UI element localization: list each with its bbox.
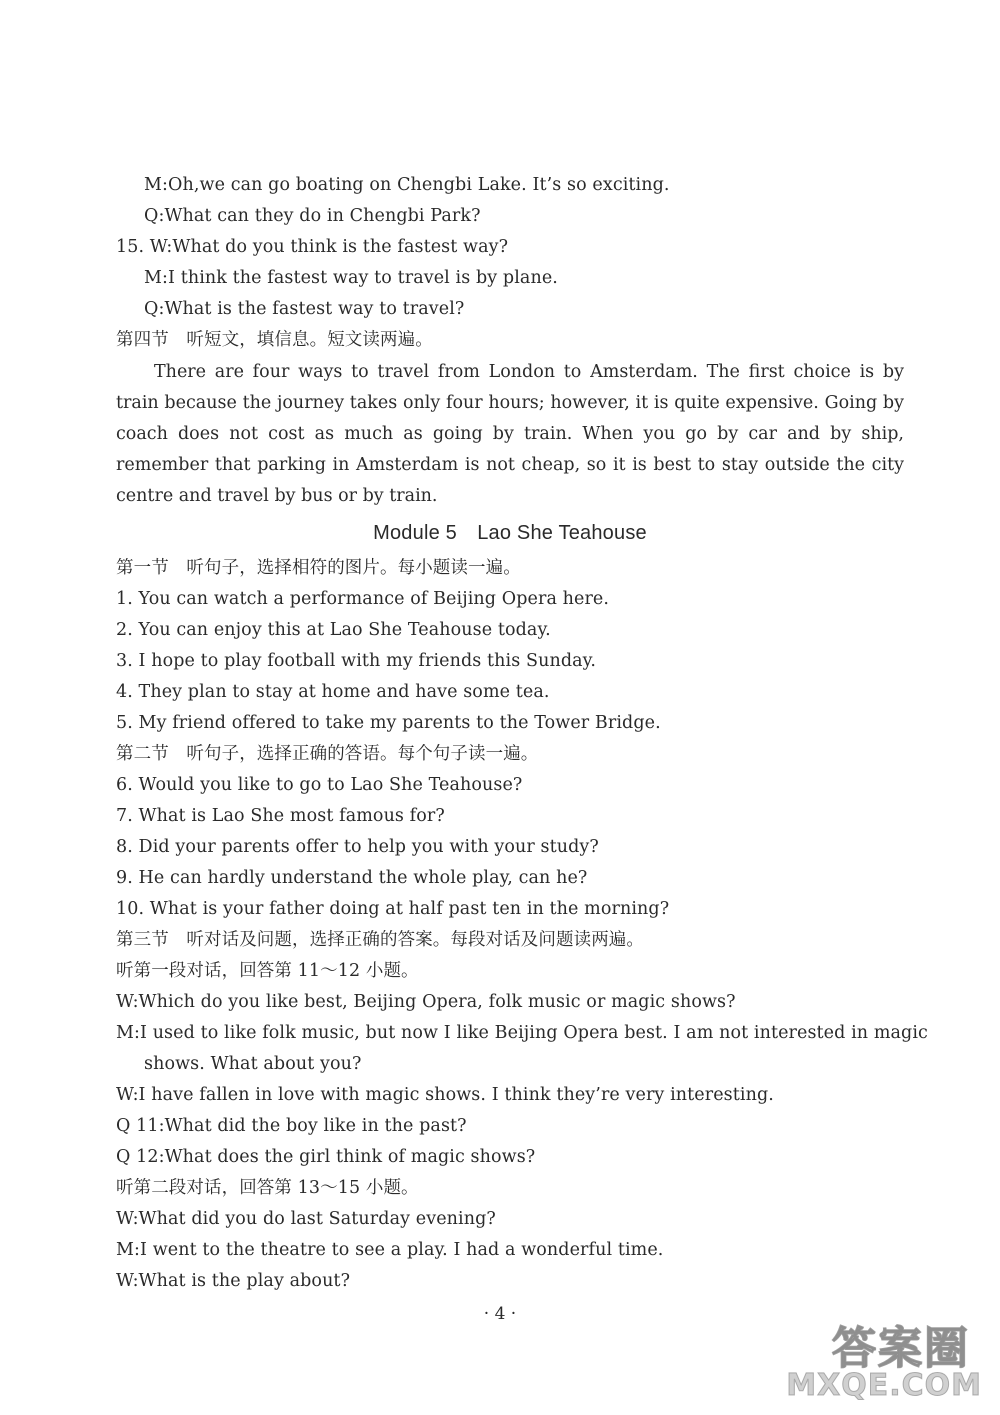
question-item: 10. What is your father doing at half past ten in the morning? [116, 899, 670, 919]
question-item: 3. I hope to play football with my friends this Sunday. [116, 651, 596, 671]
question-line: Q 12:What does the girl think of magic shows? [116, 1147, 536, 1167]
dialogue-line-continued: shows. What about you? [144, 1054, 362, 1074]
dialogue-heading: 听第二段对话，回答第 13～15 小题。 [116, 1178, 419, 1198]
question-item: 8. Did your parents offer to help you with your study? [116, 837, 599, 857]
question-item: 2. You can enjoy this at Lao She Teahouse today. [116, 620, 551, 640]
watermark-en: MXQE.COM [786, 1368, 982, 1403]
dialogue-line: W:What is the play about? [116, 1271, 351, 1291]
question-item: 1. You can watch a performance of Beijing Opera here. [116, 589, 610, 609]
section-heading: 第一节 听句子，选择相符的图片。每小题读一遍。 [116, 558, 521, 578]
question-item: 9. He can hardly understand the whole play, can he? [116, 868, 588, 888]
dialogue-line: M:I used to like folk music, but now I like Beijing Opera best. I am not interested in magic [116, 1023, 928, 1043]
dialogue-line: M:Oh,we can go boating on Chengbi Lake. It’s so exciting. [144, 175, 670, 195]
watermark-logo [760, 1312, 990, 1408]
dialogue-line: M:I think the fastest way to travel is by plane. [144, 268, 558, 288]
question-item-15: 15. W:What do you think is the fastest way? [116, 237, 509, 257]
section-heading: 第二节 听句子，选择正确的答语。每个句子读一遍。 [116, 744, 539, 764]
dialogue-line: W:I have fallen in love with magic shows. I think they’re very interesting. [116, 1085, 774, 1105]
question-item: 6. Would you like to go to Lao She Teahouse? [116, 775, 523, 795]
dialogue-heading: 听第一段对话，回答第 11～12 小题。 [116, 961, 419, 981]
section-heading: 第三节 听对话及问题，选择正确的答案。每段对话及问题读两遍。 [116, 930, 644, 950]
listening-passage: There are four ways to travel from London to Amsterdam. The first choice is by train because the journey takes only four hours; however, it is quite expensive. Going by coach does not cost as much as going by train. When you go by car and by ship, remember that parking in Amsterdam is not cheap, so it is best to stay outside the city centre and travel by bus or by train. [116, 362, 904, 506]
section-heading: 第四节 听短文，填信息。短文读两遍。 [116, 330, 433, 350]
dialogue-line: W:Which do you like best, Beijing Opera, folk music or magic shows? [116, 992, 736, 1012]
dialogue-line: W:What did you do last Saturday evening? [116, 1209, 496, 1229]
question-item: 4. They plan to stay at home and have some tea. [116, 682, 550, 702]
module-title: Module 5 Lao She Teahouse [373, 522, 647, 544]
question-item: 7. What is Lao She most famous for? [116, 806, 445, 826]
question-line: Q:What is the fastest way to travel? [144, 299, 465, 319]
watermark-cn: 答案圈 [832, 1323, 970, 1374]
question-item: 5. My friend offered to take my parents to the Tower Bridge. [116, 713, 661, 733]
question-line: Q:What can they do in Chengbi Park? [144, 206, 481, 226]
page-number: · 4 · [483, 1304, 517, 1324]
question-line: Q 11:What did the boy like in the past? [116, 1116, 467, 1136]
dialogue-line: M:I went to the theatre to see a play. I had a wonderful time. [116, 1240, 664, 1260]
